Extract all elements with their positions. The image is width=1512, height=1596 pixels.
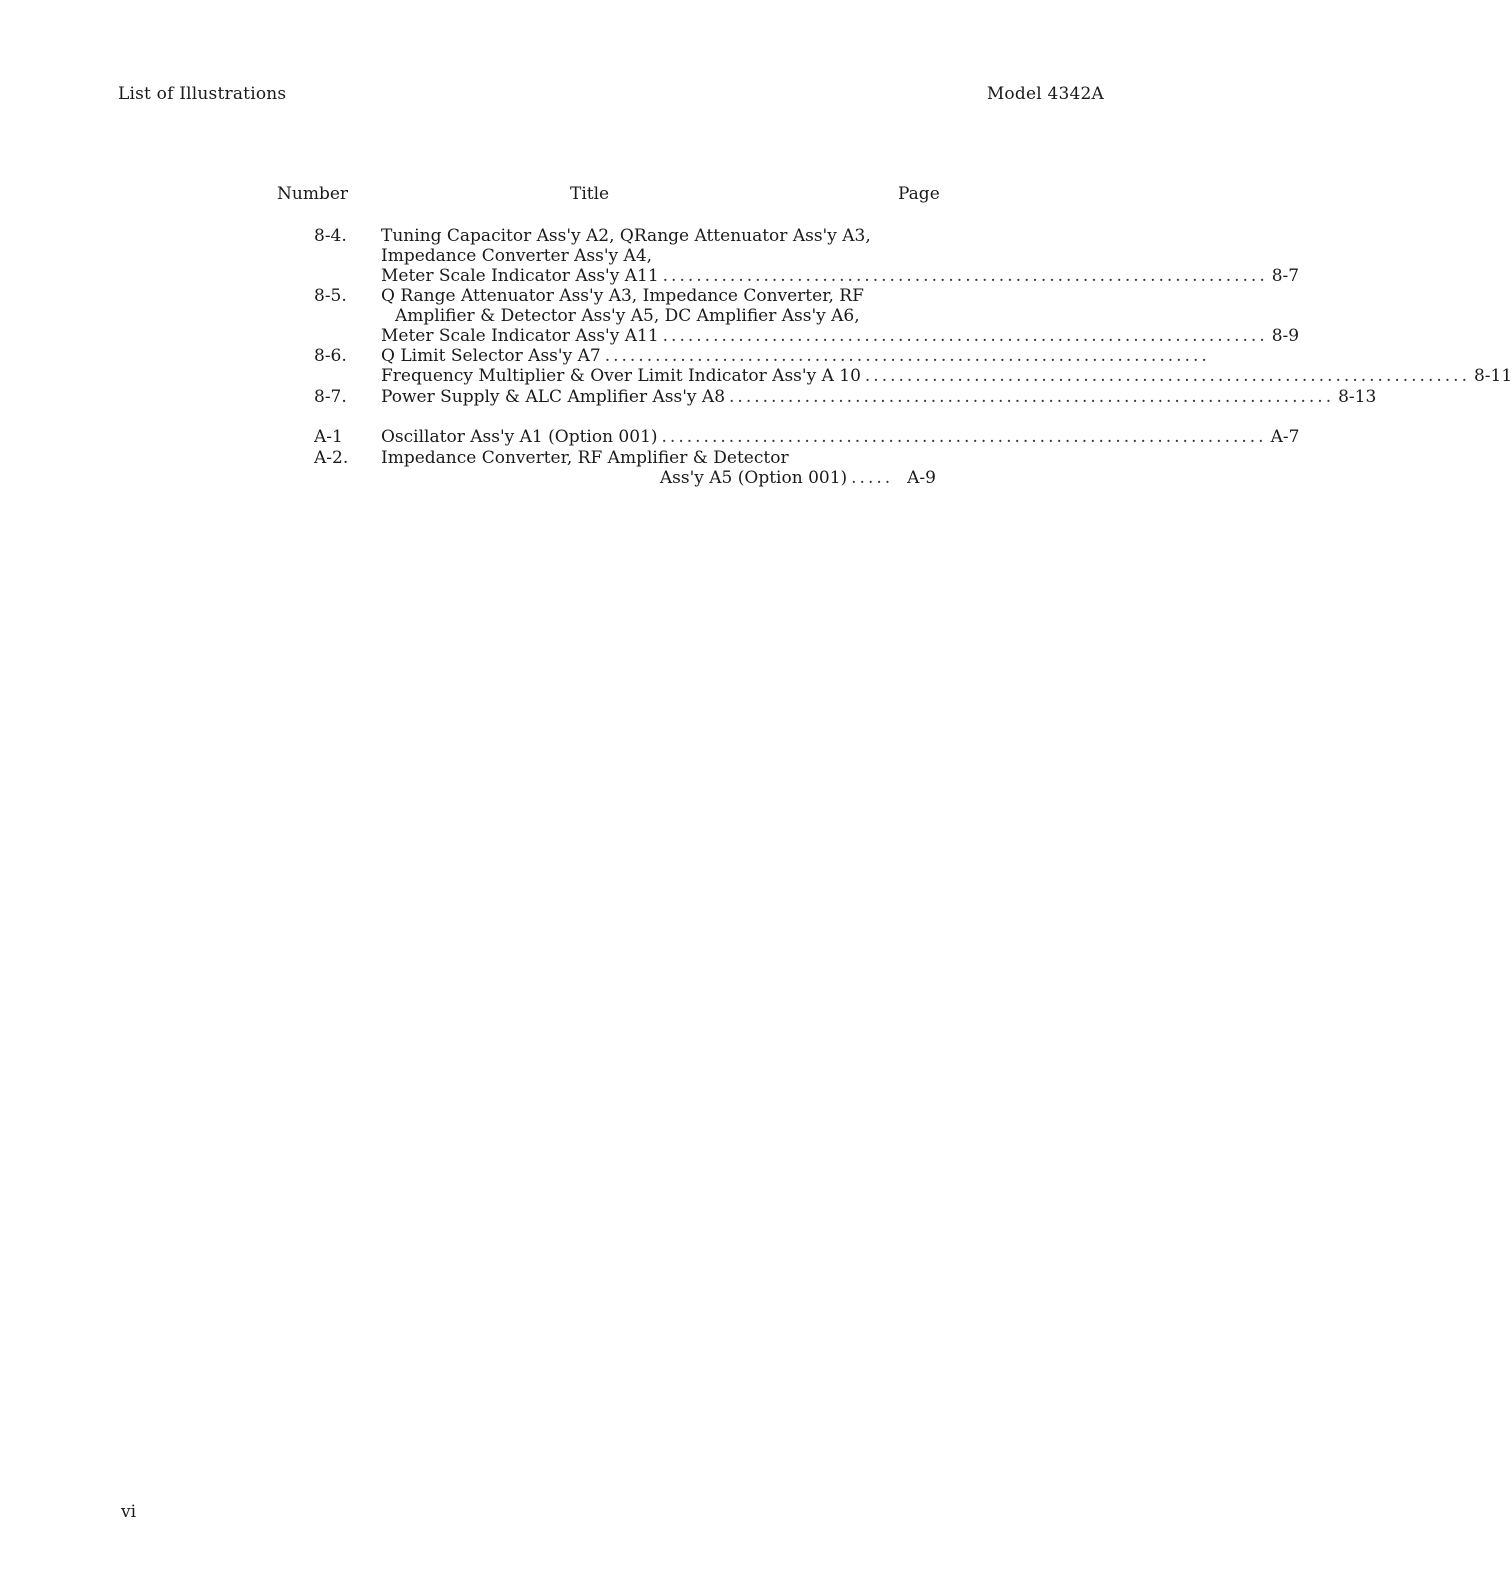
entry-title-line: Q Limit Selector Ass'y A7 [381, 346, 601, 366]
column-header-page: Page [898, 184, 940, 204]
entry-page: A-7 [1270, 427, 1300, 447]
entry-title-line: Amplifier & Detector Ass'y A5, DC Amplifier Ass'y A6, [395, 306, 860, 326]
entry-page: A-9 [907, 468, 936, 488]
entry-number: A-1 [314, 427, 343, 447]
page-number: vi [121, 1502, 137, 1522]
entry-title-line-with-page [381, 468, 936, 488]
entry-title-line: Ass'y A5 (Option 001) [659, 468, 848, 488]
entry-page: 8-7 [1271, 266, 1300, 286]
dot-leader: ..... [851, 468, 894, 488]
entry-title-line: Q Range Attenuator Ass'y A3, Impedance Converter, RF [381, 286, 864, 306]
dot-leader: ........................................................................ [729, 387, 1335, 407]
entry-title-line-with-page [381, 366, 1512, 386]
running-header-model: Model 4342A [986, 84, 1104, 104]
dot-leader: ........................................................................ [604, 346, 1210, 366]
entry-title-line-with-leader [381, 346, 1210, 366]
column-header-number: Number [277, 184, 349, 204]
entry-number: 8-6. [314, 346, 347, 366]
entry-title-line: Frequency Multiplier & Over Limit Indicator Ass'y A 10 [381, 366, 861, 386]
entry-title-line: Impedance Converter, RF Amplifier & Detector [381, 448, 789, 468]
entry-title-line-with-page [381, 427, 1300, 447]
dot-leader: ........................................................................ [661, 427, 1267, 447]
entry-title-line: Tuning Capacitor Ass'y A2, QRange Attenuator Ass'y A3, [381, 226, 871, 246]
entry-page: 8-11 [1473, 366, 1512, 386]
column-header-title: Title [570, 184, 610, 204]
dot-leader: ........................................................................ [864, 366, 1470, 386]
entry-page: 8-13 [1338, 387, 1377, 407]
entry-title-line: Meter Scale Indicator Ass'y A11 [381, 326, 659, 346]
entry-title-line-with-page [381, 387, 1377, 407]
entry-number: A-2. [314, 448, 349, 468]
entry-number: 8-5. [314, 286, 347, 306]
entry-title-line: Power Supply & ALC Amplifier Ass'y A8 [381, 387, 726, 407]
entry-number: 8-7. [314, 387, 347, 407]
entry-title-line: Impedance Converter Ass'y A4, [381, 246, 653, 266]
entry-page: 8-9 [1271, 326, 1300, 346]
entry-number: 8-4. [314, 226, 347, 246]
running-header-title: List of Illustrations [118, 84, 287, 104]
entry-title-line-with-page [381, 266, 1300, 286]
entry-title-line: Oscillator Ass'y A1 (Option 001) [381, 427, 658, 447]
dot-leader: ........................................................................ [662, 266, 1268, 286]
dot-leader: ........................................................................ [662, 326, 1268, 346]
entry-title-line-with-page [381, 326, 1300, 346]
entry-title-line: Meter Scale Indicator Ass'y A11 [381, 266, 659, 286]
